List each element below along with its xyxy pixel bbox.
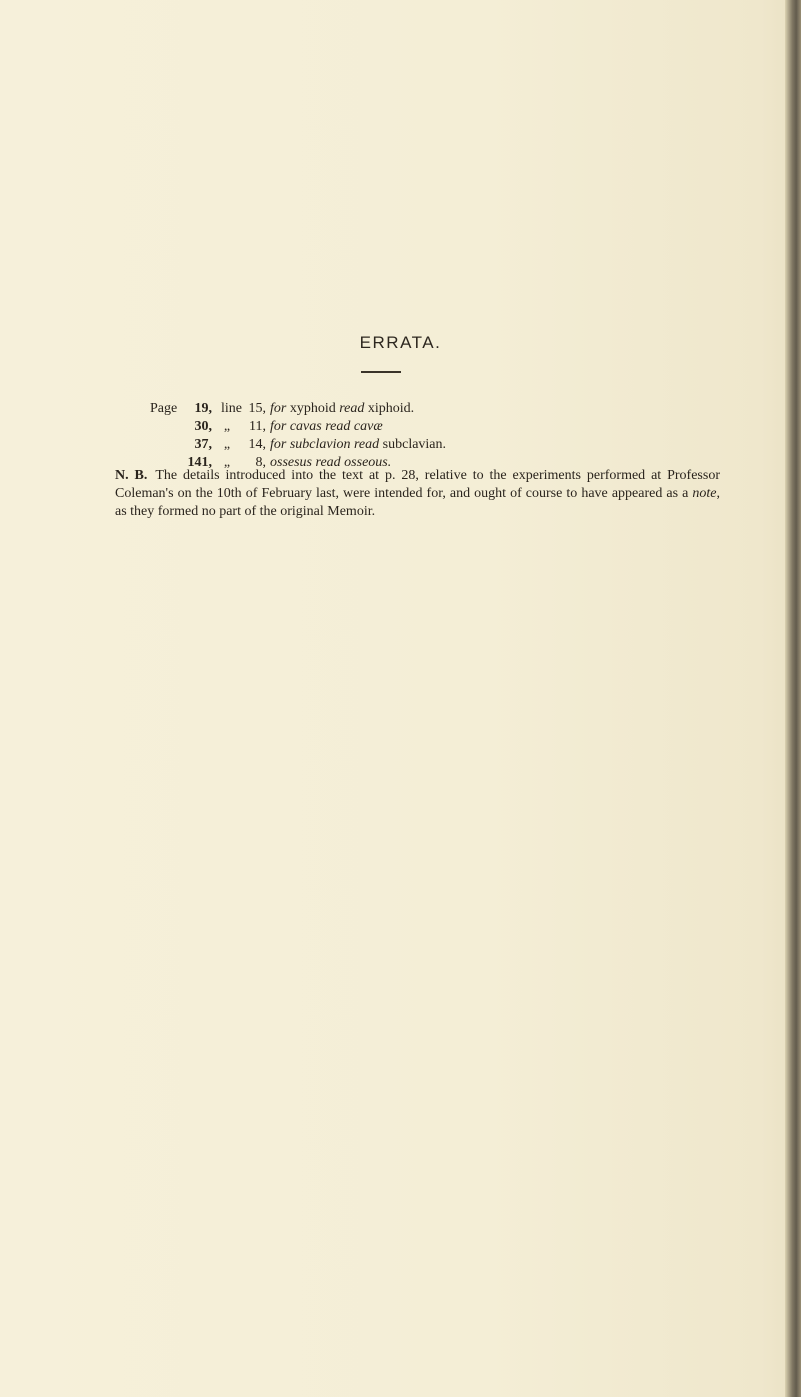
correction	[270, 418, 383, 436]
erratum-row	[150, 400, 710, 418]
right-word: cavæ	[353, 419, 383, 434]
correction	[270, 400, 414, 418]
line-label: „	[223, 419, 231, 434]
line-number: 8,	[255, 455, 266, 470]
heading-rule	[361, 371, 401, 373]
errata-list	[150, 400, 710, 472]
line-label: „	[223, 455, 231, 470]
for-word: for	[270, 437, 287, 452]
line-label: line	[221, 401, 242, 416]
for-word: for	[270, 401, 287, 416]
wrong-word: subclavion	[289, 437, 351, 452]
right-word: osseous.	[344, 455, 392, 470]
wrong-word: cavas	[289, 419, 322, 434]
note-text-part-1: The details introduced into the text at p. 28, relative to the experiments performed at Professor Coleman's on the 10th of February last, were intended for, and ought of course to have appeared as a	[115, 468, 720, 501]
right-word: xiphoid.	[367, 401, 415, 416]
erratum-row	[150, 436, 710, 454]
page-label: Page	[150, 401, 178, 416]
line-label: „	[223, 437, 231, 452]
page-number: 30,	[194, 419, 212, 434]
note-emphasis: note	[692, 486, 717, 501]
read-word: read	[315, 455, 341, 470]
correction	[270, 436, 446, 454]
read-word: read	[354, 437, 380, 452]
for-word: for	[270, 419, 287, 434]
erratum-row	[150, 418, 710, 436]
wrong-word: xyphoid	[289, 401, 336, 416]
page-number: 19,	[194, 401, 212, 416]
right-word: subclavian.	[382, 437, 447, 452]
wrong-word: ossesus	[270, 455, 313, 470]
nota-bene-label: N. B.	[115, 468, 148, 483]
read-word: read	[325, 419, 351, 434]
line-number: 15,	[248, 401, 266, 416]
page-number: 141,	[187, 455, 212, 470]
nota-bene-paragraph	[115, 467, 720, 521]
line-number: 14,	[248, 437, 266, 452]
page-label	[150, 418, 184, 436]
note-text-part-2: , as they formed no part of the original Memoir.	[115, 486, 720, 519]
errata-heading: ERRATA.	[359, 333, 442, 352]
page-edge-shadow	[785, 0, 801, 1397]
page-label	[150, 436, 184, 454]
page-number: 37,	[194, 437, 212, 452]
line-number: 11,	[249, 419, 266, 434]
read-word: read	[339, 401, 365, 416]
